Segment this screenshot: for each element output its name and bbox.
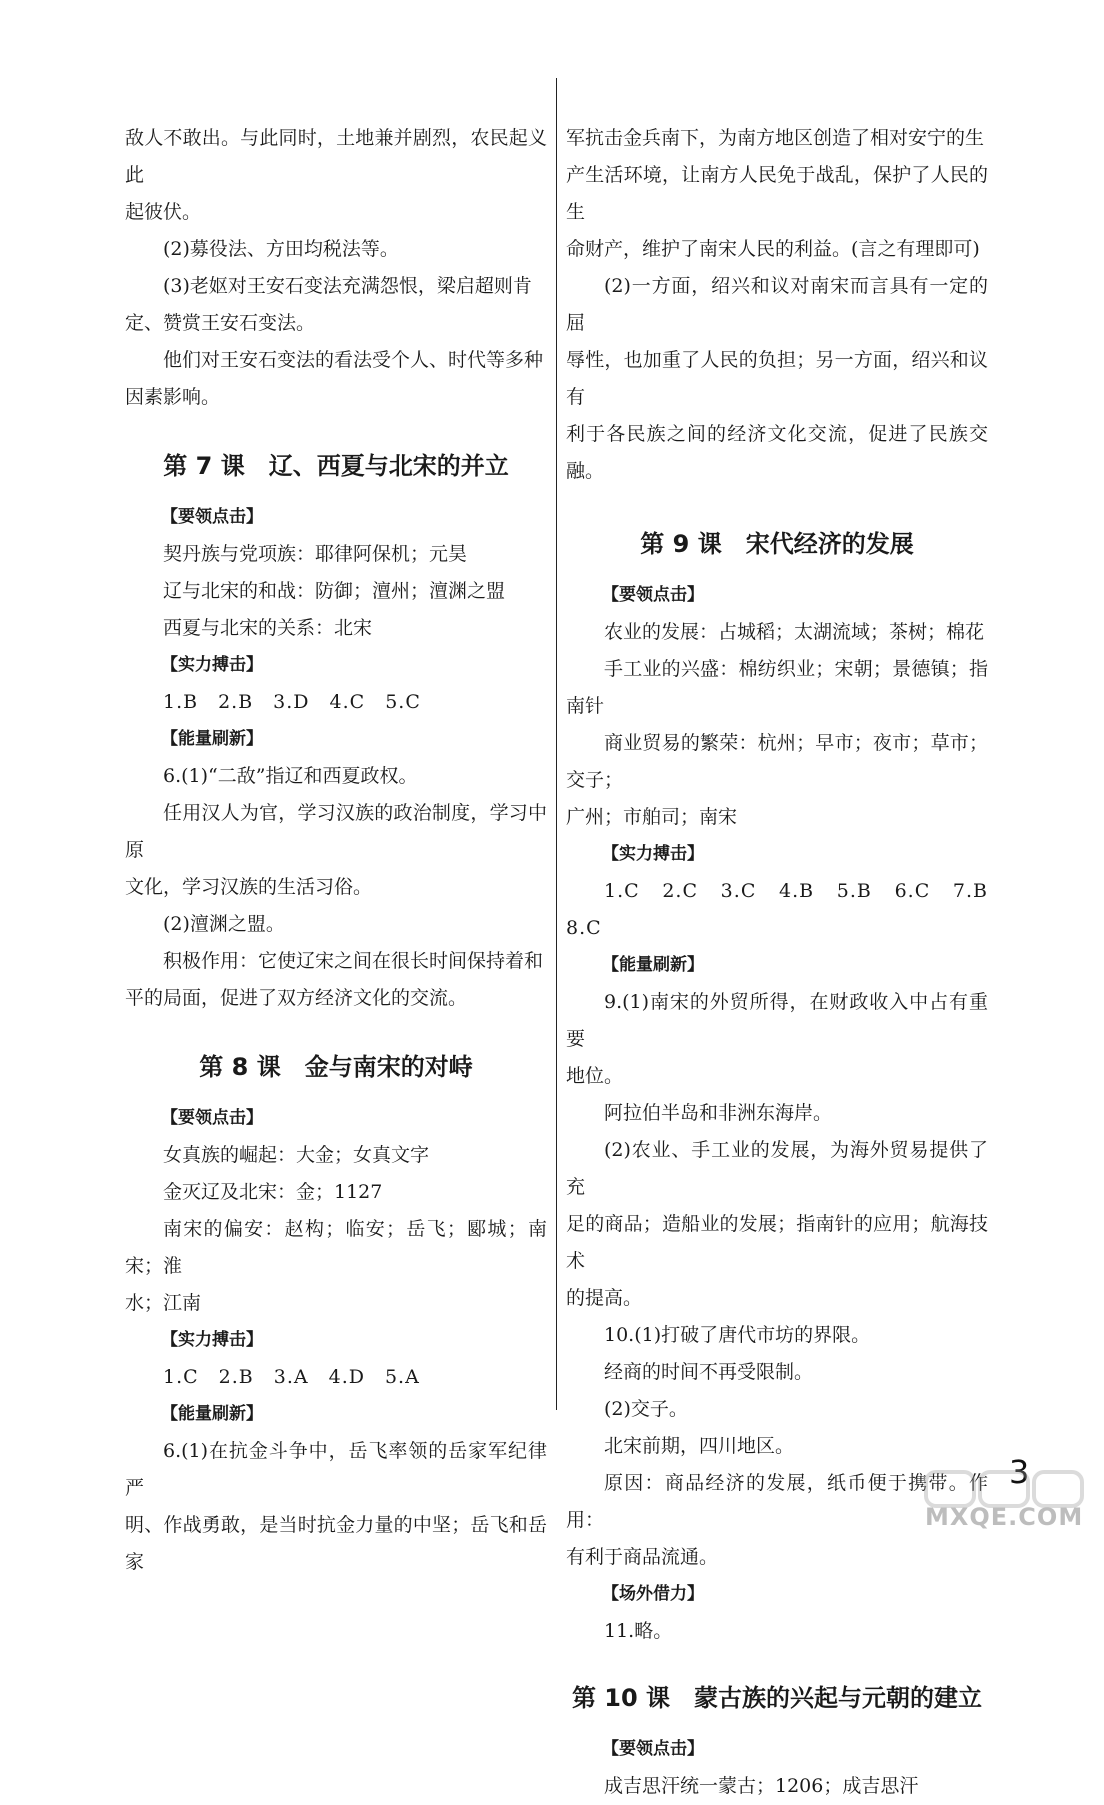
text-line: 金灭辽及北宋：金；1127 (163, 1181, 383, 1203)
section-tag-key-points: 【要领点击】 (602, 585, 704, 605)
section-tag-practice: 【实力搏击】 (161, 655, 263, 675)
section-tag-refresh: 【能量刷新】 (602, 955, 704, 975)
text-line: (2)募役法、方田均税法等。 (163, 238, 399, 260)
text-line: (3)老妪对王安石变法充满怨恨，梁启超则肯 (163, 275, 532, 297)
section-tag-key-points: 【要领点击】 (161, 507, 263, 527)
text-line: 军抗击金兵南下，为南方地区创造了相对安宁的生 (566, 127, 985, 149)
section-tag-key-points: 【要领点击】 (161, 1108, 263, 1128)
text-line: 北宋前期，四川地区。 (604, 1435, 795, 1457)
text-line: 西夏与北宋的关系：北宋 (163, 617, 373, 639)
text-line: 农业的发展：占城稻；太湖流域；茶树；棉花 (604, 621, 985, 643)
text-line: 利于各民族之间的经济文化交流，促进了民族交融。 (566, 423, 988, 482)
answer-line: 1.C 2.B 3.A 4.D 5.A (163, 1366, 420, 1388)
text-line: 起彼伏。 (125, 201, 202, 223)
answer-line: 1.B 2.B 3.D 4.C 5.C (163, 691, 421, 713)
text-line: 辱性，也加重了人民的负担；另一方面，绍兴和议有 (566, 349, 988, 408)
text-line: 文化，学习汉族的生活习俗。 (125, 876, 373, 898)
text-line: 足的商品；造船业的发展；指南针的应用；航海技术 (566, 1213, 988, 1272)
text-line: 因素影响。 (125, 386, 221, 408)
text-line: (2)一方面，绍兴和议对南宋而言具有一定的屈 (566, 275, 988, 334)
lesson-10-title: 第 10 课 蒙古族的兴起与元朝的建立 (571, 1684, 983, 1712)
text-line: 地位。 (566, 1065, 624, 1087)
lesson-7-title: 第 7 课 辽、西夏与北宋的并立 (163, 452, 509, 480)
text-line: 女真族的崛起：大金；女真文字 (163, 1144, 430, 1166)
text-line: 明、作战勇敢，是当时抗金力量的中坚；岳飞和岳家 (125, 1514, 547, 1573)
section-tag-practice: 【实力搏击】 (161, 1330, 263, 1350)
text-line: 产生活环境，让南方人民免于战乱，保护了人民的生 (566, 164, 988, 223)
text-line: 命财产，维护了南宋人民的利益。(言之有理即可) (566, 238, 980, 260)
lesson-8-title: 第 8 课 金与南宋的对峙 (199, 1053, 473, 1081)
text-line: 辽与北宋的和战：防御；澶州；澶渊之盟 (163, 580, 506, 602)
text-line: (2)交子。 (604, 1398, 688, 1420)
text-line: 6.(1)在抗金斗争中，岳飞率领的岳家军纪律严 (125, 1440, 547, 1499)
text-line: 阿拉伯半岛和非洲东海岸。 (604, 1102, 833, 1124)
text-line: 经商的时间不再受限制。 (604, 1361, 814, 1383)
watermark-text: MXQE.COM (925, 1503, 1084, 1531)
text-line: (2)澶渊之盟。 (163, 913, 285, 935)
text-line: 他们对王安石变法的看法受个人、时代等多种 (163, 349, 544, 371)
text-line: 原因：商品经济的发展，纸币便于携带。作用： (566, 1472, 988, 1531)
text-line: 6.(1)“二敌”指辽和西夏政权。 (163, 765, 418, 787)
page-number: 3 (1009, 1453, 1030, 1491)
text-line: 平的局面，促进了双方经济文化的交流。 (125, 987, 468, 1009)
left-column (125, 120, 547, 1581)
text-line: 敌人不敢出。与此同时，土地兼并剧烈，农民起义此 (125, 127, 547, 186)
text-line: 10.(1)打破了唐代市坊的界限。 (604, 1324, 871, 1346)
lesson-9-title: 第 9 课 宋代经济的发展 (640, 530, 914, 558)
text-line: 水；江南 (125, 1292, 202, 1314)
answer-line: 1.C 2.C 3.C 4.B 5.B 6.C 7.B 8.C (566, 880, 1009, 939)
text-line: 手工业的兴盛：棉纺织业；宋朝；景德镇；指南针 (566, 658, 988, 717)
text-line: 南宋的偏安：赵构；临安；岳飞；郾城；南宋；淮 (125, 1218, 547, 1277)
section-tag-practice: 【实力搏击】 (602, 844, 704, 864)
text-line: 积极作用：它使辽宋之间在很长时间保持着和 (163, 950, 544, 972)
text-line: 契丹族与党项族：耶律阿保机；元昊 (163, 543, 468, 565)
text-line: 成吉思汗统一蒙古；1206；成吉思汗 (604, 1775, 919, 1797)
text-line: 广州；市舶司；南宋 (566, 806, 738, 828)
text-line: 定、赞赏王安石变法。 (125, 312, 316, 334)
text-line: 的提高。 (566, 1287, 643, 1309)
text-line: 任用汉人为官，学习汉族的政治制度，学习中原 (125, 802, 547, 861)
section-tag-refresh: 【能量刷新】 (161, 1404, 263, 1424)
section-tag-key-points: 【要领点击】 (602, 1739, 704, 1759)
section-tag-refresh: 【能量刷新】 (161, 729, 263, 749)
text-line: 有利于商品流通。 (566, 1546, 719, 1568)
section-tag-extra: 【场外借力】 (602, 1584, 704, 1604)
text-line: (2)农业、手工业的发展，为海外贸易提供了充 (566, 1139, 988, 1198)
text-line: 11.略。 (604, 1620, 673, 1642)
text-line: 商业贸易的繁荣：杭州；早市；夜市；草市；交子； (566, 732, 988, 791)
column-divider (556, 78, 557, 1410)
text-line: 9.(1)南宋的外贸所得，在财政收入中占有重要 (566, 991, 988, 1050)
